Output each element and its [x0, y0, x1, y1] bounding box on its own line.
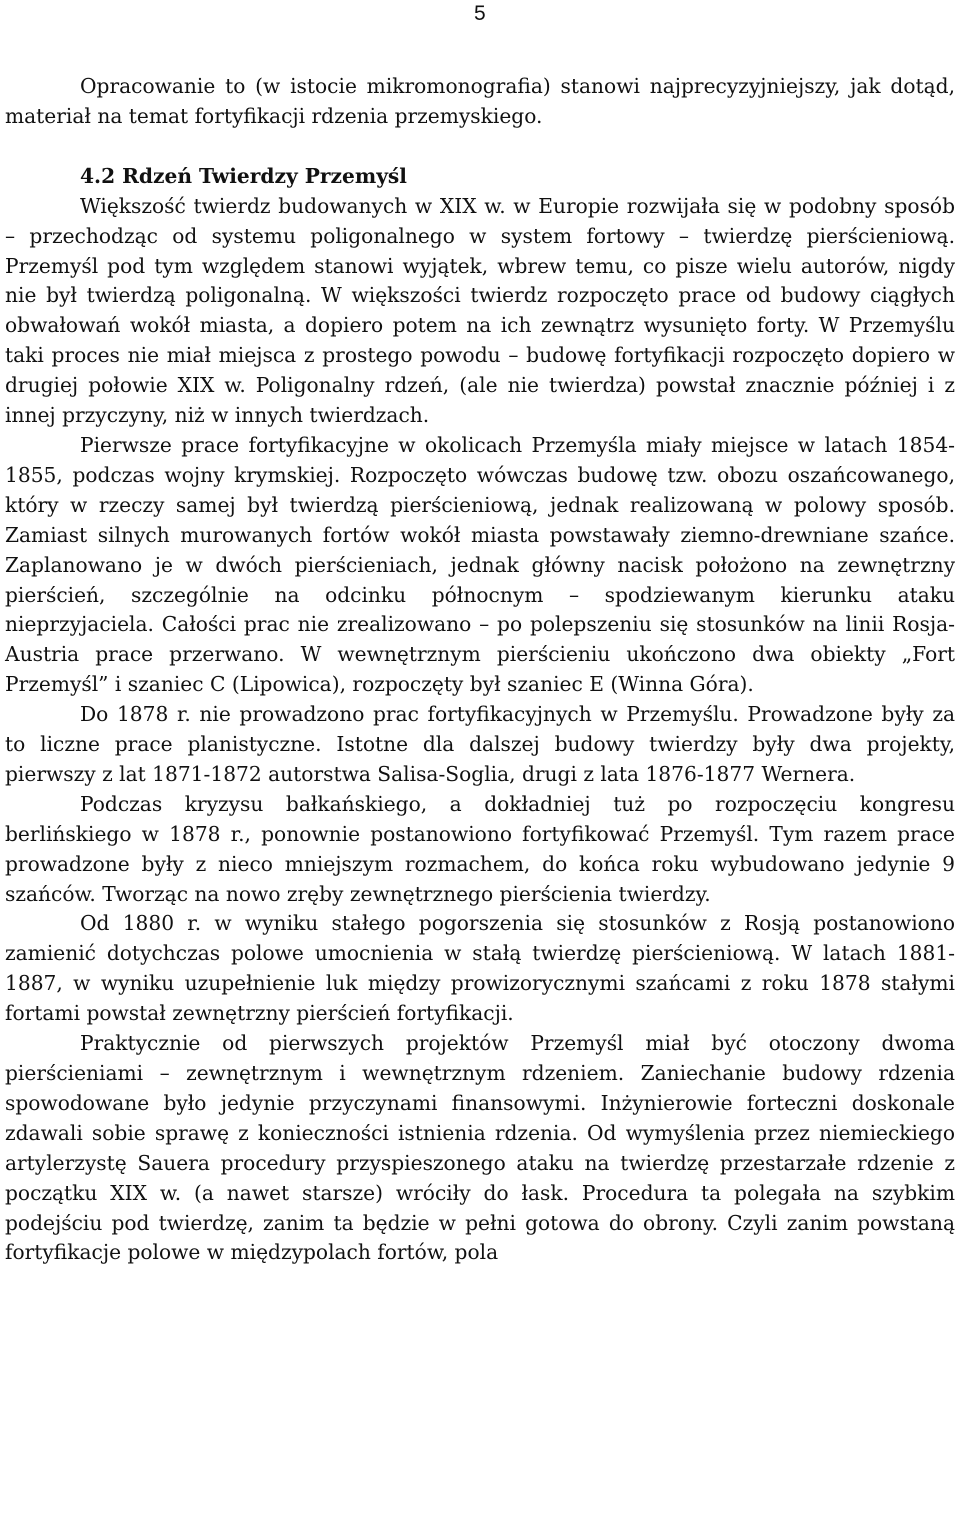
section-heading: 4.2 Rdzeń Twierdzy Przemyśl	[80, 163, 407, 188]
paragraph-5: Od 1880 r. w wyniku stałego pogorszenia się stosunków z Rosją postanowiono zamienić dotychczas polowe umocnienia w stałą twierdzę pierścieniową. W latach 1881-1887, w wyniku uzupełnienie luk między prowizorycznymi szańcami z roku 1878 stałymi fortami powstał zewnętrzny pierścień fortyfikacji.	[5, 911, 955, 1026]
paragraph-3: Do 1878 r. nie prowadzono prac fortyfikacyjnych w Przemyślu. Prowadzone były za to liczne prace planistyczne. Istotne dla dalszej budowy twierdzy były dwa projekty, pierwszy z lat 1871-1872 autorstwa Salisa-Soglia, drugi z lata 1876-1877 Wernera.	[5, 702, 955, 786]
paragraph-4: Podczas kryzysu bałkańskiego, a dokładniej tuż po rozpoczęciu kongresu berlińskiego w 1878 r., ponownie postanowiono fortyfikować Przemyśl. Tym razem prace prowadzone były z nieco mniejszym rozmachem, do końca roku wybudowano jedynie 9 szańców. Tworząc na nowo zręby zewnętrznego pierścienia twierdzy.	[5, 791, 955, 906]
paragraph-1: Większość twierdz budowanych w XIX w. w Europie rozwijała się w podobny sposób – przechodząc od systemu poligonalnego w system fortowy – twierdzę pierścieniową. Przemyśl pod tym względem stanowi wyjątek, wbrew temu, co pisze wielu autorów, nigdy nie był twierdzą poligonalną. W większości twierdz rozpoczęto prace od budowy ciągłych obwałowań wokół miasta, a dopiero potem na ich zewnątrz wysunięto forty. W Przemyślu taki proces nie miał miejsca z prostego powodu – budowę fortyfikacji rozpoczęto dopiero w drugiej połowie XIX w. Poligonalny rdzeń, (ale nie twierdza) powstał znacznie później i z innej przyczyny, niż w innych twierdzach.	[5, 193, 955, 428]
page-number: 5	[474, 2, 486, 25]
paragraph-gap	[5, 132, 955, 162]
paragraph-2: Pierwsze prace fortyfikacyjne w okolicach Przemyśla miały miejsce w latach 1854-1855, podczas wojny krymskiej. Rozpoczęto wówczas budowę tzw. obozu oszańcowanego, który w rzeczy samej był twierdzą pierścieniową, jednak realizowaną w polowy sposób. Zamiast silnych murowanych fortów wokół miasta powstawały ziemno-drewniane szańce. Zaplanowano je w dwóch pierścieniach, jednak główny nacisk położono na zewnętrzny pierścień, szczególnie na odcinku północnym – spodziewanym kierunku ataku nieprzyjaciela. Całości prac nie zrealizowano – po polepszeniu się stosunków na linii Rosja-Austria prace przerwano. W wewnętrznym pierścieniu ukończono dwa obiekty „Fort Przemyśl” i szaniec C (Lipowica), rozpoczęty był szaniec E (Winna Góra).	[5, 432, 955, 697]
paragraph-6: Praktycznie od pierwszych projektów Przemyśl miał być otoczony dwoma pierścieniami – zewnętrznym i wewnętrznym rdzeniem. Zaniechanie budowy rdzenia spowodowane było jedynie przyczynami finansowymi. Inżynierowie forteczni doskonale zdawali sobie sprawę z konieczności istnienia rdzenia. Od wymyślenia przez niemieckiego artylerzystę Sauera procedury przyspieszonego ataku na twierdzę przestarzałe rdzenie z początku XIX w. (a nawet starsze) wróciły do łask. Procedura ta polegała na szybkim podejściu pod twierdzę, zanim ta będzie w pełni gotowa do obrony. Czyli zanim powstaną fortyfikacje polowe w międzypolach fortów, pola	[5, 1031, 955, 1265]
document-body	[5, 72, 955, 1268]
paragraph-intro: Opracowanie to (w istocie mikromonografia) stanowi najprecyzyjniejszy, jak dotąd, materiał na temat fortyfikacji rdzenia przemyskiego.	[5, 74, 955, 128]
